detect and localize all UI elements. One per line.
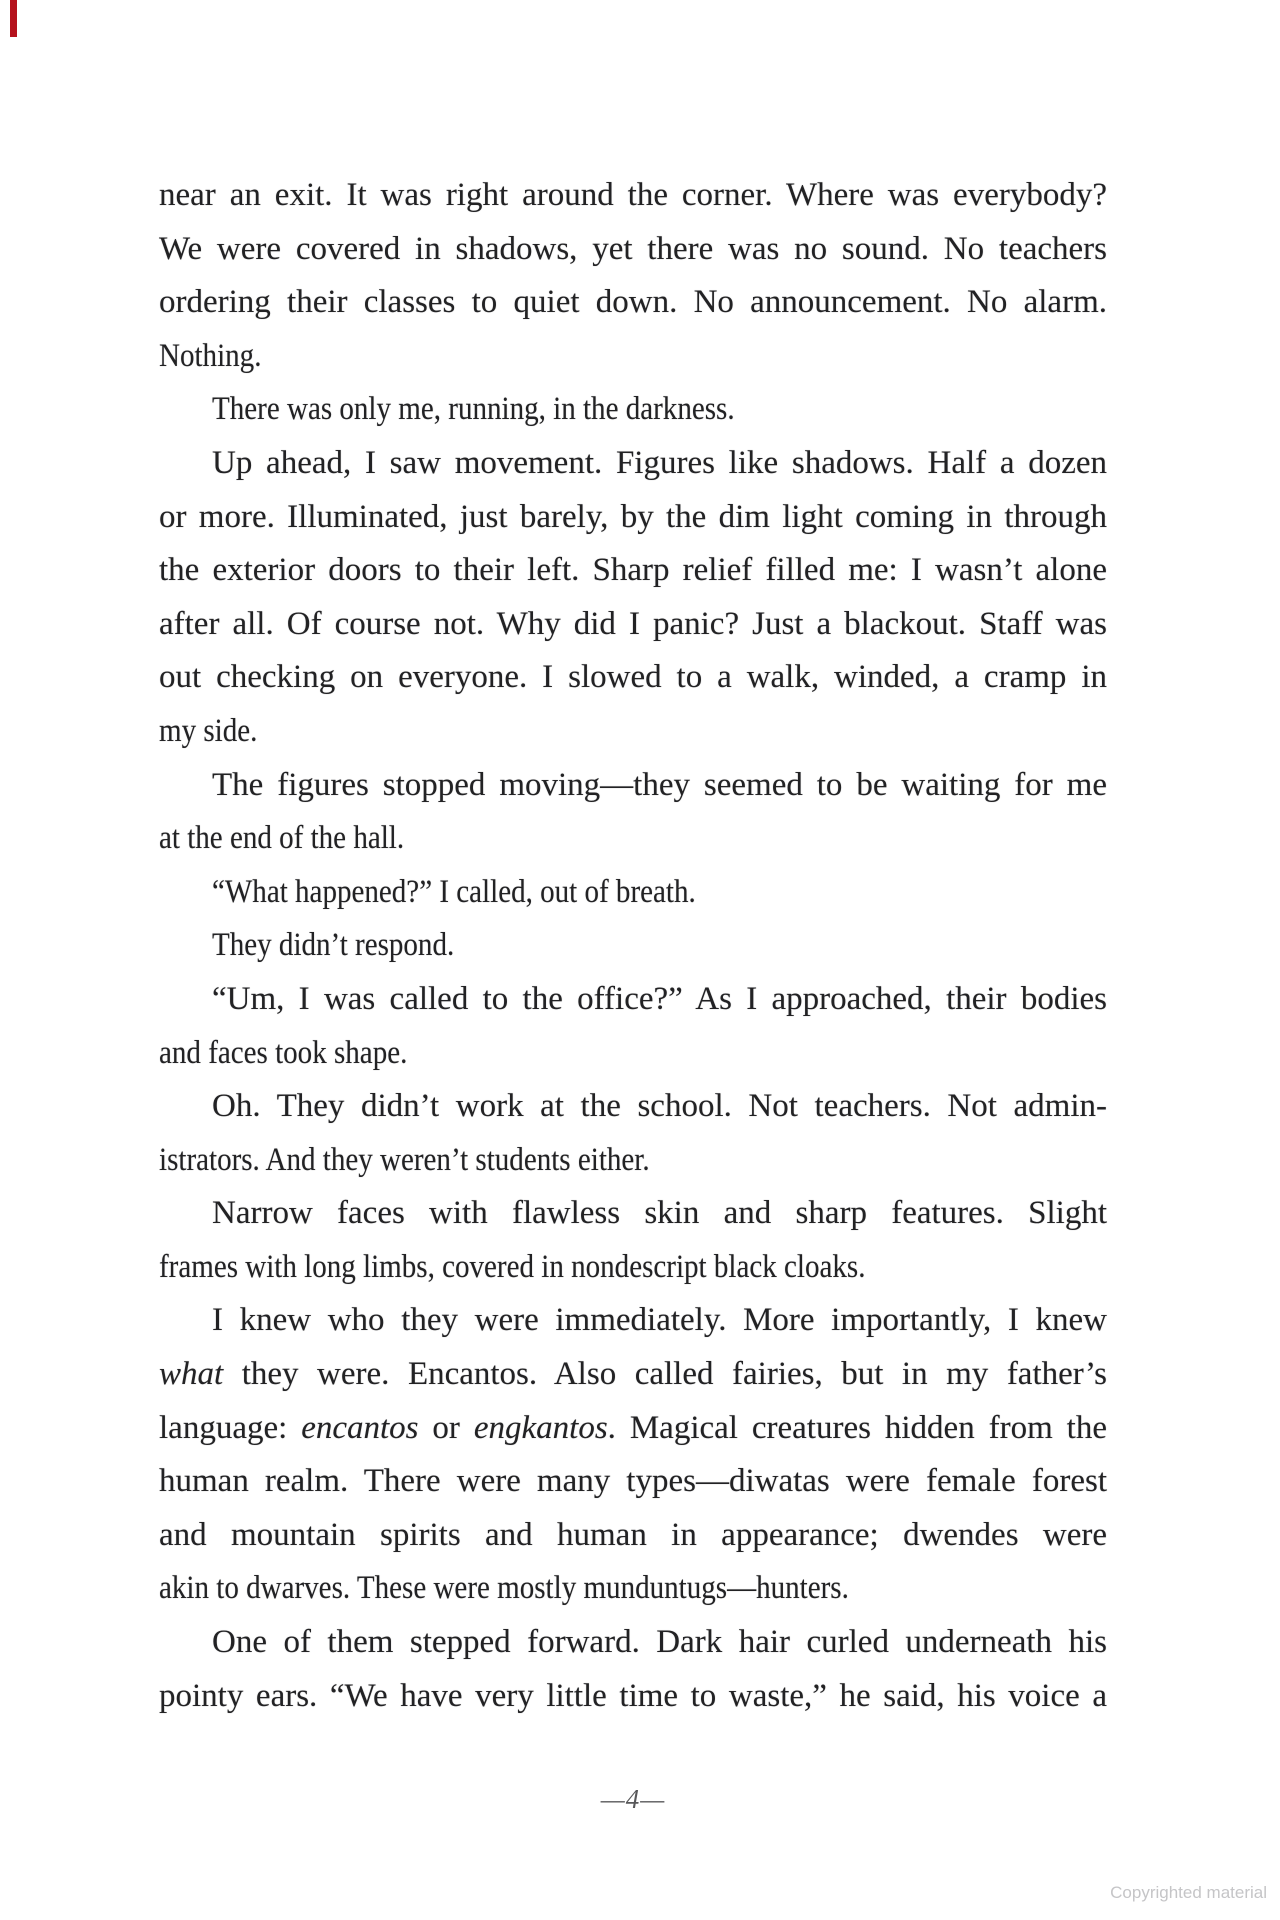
text-line: istrators. And they weren’t students either. — [159, 1141, 650, 1178]
text-line: akin to dwarves. These were mostly munduntugs—hunters. — [159, 1570, 849, 1607]
text-line: “What happened?” I called, out of breath. — [212, 873, 696, 910]
text-line: The figures stopped moving—they seemed to be waiting for me — [212, 766, 1107, 803]
text-line: “Um, I was called to the office?” As I approached, their bodies — [212, 980, 1107, 1017]
text-line: out checking on everyone. I slowed to a walk, winded, a cramp in — [159, 659, 1107, 696]
text-line: ordering their classes to quiet down. No announcement. No alarm. — [159, 284, 1107, 321]
text-line: human realm. There were many types—diwatas were female forest — [159, 1463, 1107, 1500]
text-line: One of them stepped forward. Dark hair curled underneath his — [212, 1624, 1107, 1661]
page-number: —4— — [600, 1784, 666, 1814]
text-line: Narrow faces with flawless skin and sharp features. Slight — [212, 1195, 1107, 1232]
text-line: language: encantos or engkantos. Magical creatures hidden from the — [159, 1409, 1107, 1446]
text-line: after all. Of course not. Why did I panic? Just a blackout. Staff was — [159, 605, 1107, 642]
text-line: pointy ears. “We have very little time to waste,” he said, his voice a — [159, 1677, 1107, 1714]
text-line: and mountain spirits and human in appearance; dwendes were — [159, 1516, 1107, 1553]
copyright-watermark: Copyrighted material — [1110, 1883, 1267, 1902]
text-line: at the end of the hall. — [159, 820, 405, 857]
text-line: the exterior doors to their left. Sharp relief filled me: I wasn’t alone — [159, 552, 1107, 589]
text-line: They didn’t respond. — [212, 927, 455, 964]
page-text — [159, 169, 1107, 1723]
text-line: frames with long limbs, covered in nondescript black cloaks. — [159, 1248, 866, 1285]
text-line: There was only me, running, in the darkness. — [212, 391, 735, 428]
text-line: I knew who they were immediately. More importantly, I knew — [212, 1302, 1107, 1339]
text-line: near an exit. It was right around the corner. Where was everybody? — [159, 177, 1107, 213]
scan-red-mark — [10, 0, 17, 37]
text-line: my side. — [159, 712, 258, 749]
text-line: or more. Illuminated, just barely, by the dim light coming in through — [159, 498, 1107, 535]
text-line: Up ahead, I saw movement. Figures like shadows. Half a dozen — [212, 444, 1107, 481]
text-line: what they were. Encantos. Also called fairies, but in my father’s — [159, 1356, 1107, 1393]
text-line: Oh. They didn’t work at the school. Not teachers. Not admin- — [212, 1088, 1107, 1125]
text-line: We were covered in shadows, yet there was no sound. No teachers — [159, 230, 1107, 267]
text-line: Nothing. — [159, 337, 262, 374]
text-line: and faces took shape. — [159, 1034, 408, 1071]
